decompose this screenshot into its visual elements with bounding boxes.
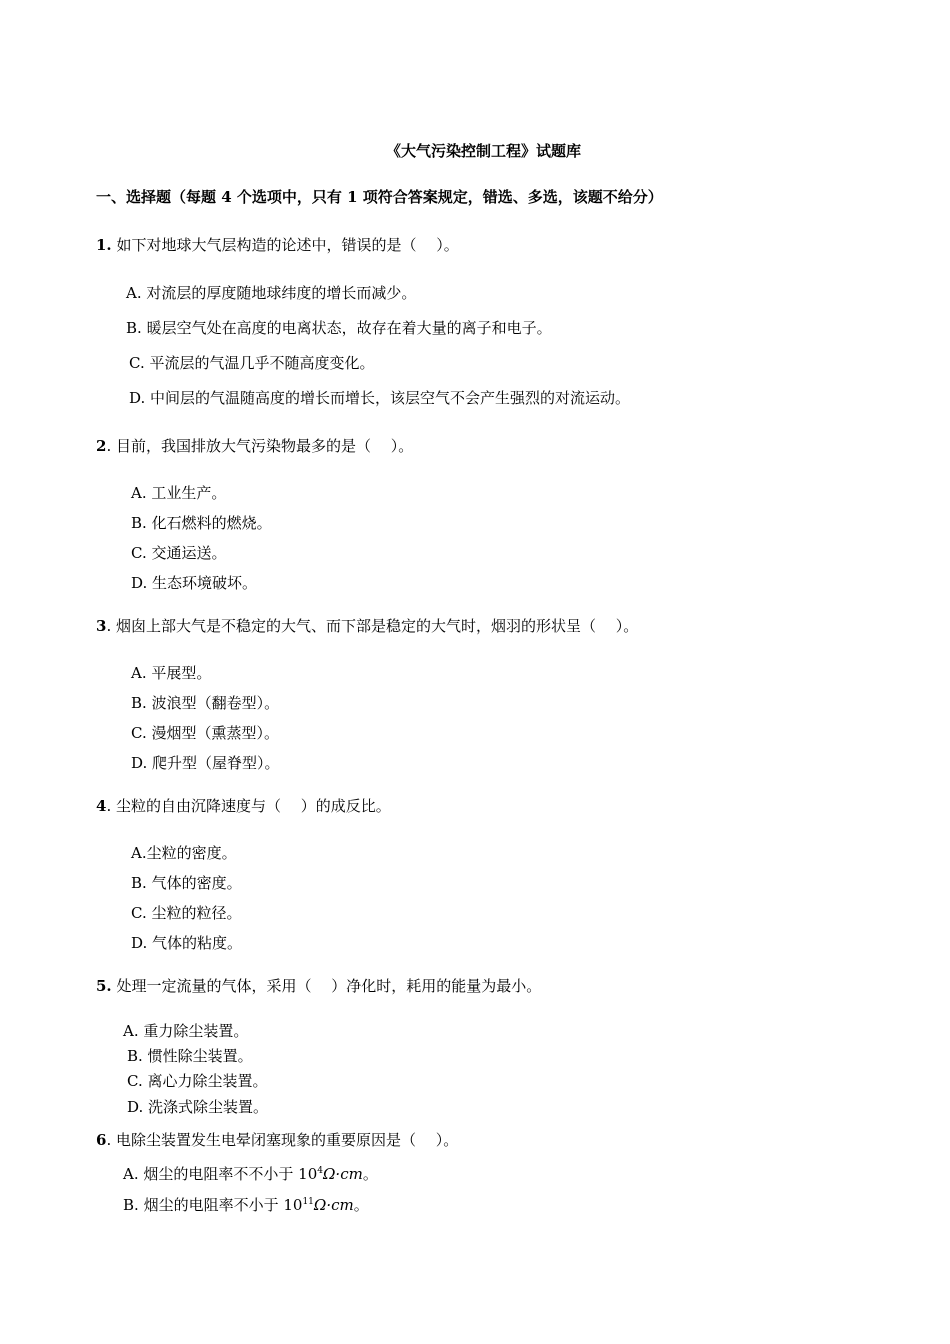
option-text: 爬升型（屋脊型）。 xyxy=(152,754,280,772)
option-label: A. xyxy=(131,664,147,682)
option-label: A. xyxy=(123,1022,139,1040)
exponent: 11 xyxy=(302,1197,314,1207)
option-text: 中间层的气温随高度的增长而增长，该层空气不会产生强烈的对流运动。 xyxy=(150,389,631,407)
option-c xyxy=(129,353,375,373)
option-text: 离心力除尘装置。 xyxy=(147,1072,268,1090)
option-label: C. xyxy=(127,1072,143,1090)
unit: Ω·cm xyxy=(313,1196,354,1214)
option-label: A. xyxy=(131,844,147,862)
exponent: 4 xyxy=(317,1166,323,1176)
option-d xyxy=(131,933,242,953)
option-label: B. xyxy=(126,319,142,337)
question-number: 6 xyxy=(96,1131,107,1149)
question-5 xyxy=(96,976,541,996)
question-text: 处理一定流量的气体，采用（ ）净化时，耗用的能量为最小。 xyxy=(111,977,542,995)
option-text: 惯性除尘装置。 xyxy=(147,1047,253,1065)
option-label: A. xyxy=(126,284,142,302)
option-a xyxy=(131,843,237,863)
option-text: 重力除尘装置。 xyxy=(143,1022,249,1040)
option-d xyxy=(127,1097,268,1117)
option-text: 气体的粘度。 xyxy=(152,934,243,952)
option-label: B. xyxy=(131,514,147,532)
option-text: 生态环境破坏。 xyxy=(152,574,258,592)
option-label: C. xyxy=(131,544,147,562)
option-label: D. xyxy=(131,754,148,772)
option-label: B. xyxy=(127,1047,143,1065)
option-d xyxy=(131,753,280,773)
option-text-end: 。 xyxy=(353,1196,369,1214)
option-a xyxy=(131,663,211,683)
question-6 xyxy=(96,1130,458,1150)
option-label: B. xyxy=(131,874,147,892)
option-text: 暖层空气处在高度的电离状态，故存在着大量的离子和电子。 xyxy=(146,319,552,337)
option-text: 交通运送。 xyxy=(151,544,227,562)
option-label: D. xyxy=(131,574,148,592)
question-text: . 电除尘装置发生电晕闭塞现象的重要原因是（ ）。 xyxy=(106,1131,459,1149)
option-b xyxy=(123,1195,369,1215)
option-label: B. xyxy=(123,1196,139,1214)
option-a xyxy=(123,1164,378,1184)
option-text: 尘粒的粒径。 xyxy=(151,904,242,922)
option-text: 烟尘的电阻率不不小于 10 xyxy=(143,1165,318,1183)
option-text: 烟尘的电阻率不小于 10 xyxy=(143,1196,303,1214)
option-c xyxy=(131,543,227,563)
option-c xyxy=(127,1071,268,1091)
option-label: D. xyxy=(127,1098,144,1116)
option-a xyxy=(123,1021,248,1041)
question-number: 1. xyxy=(96,236,112,254)
question-number: 4 xyxy=(96,797,107,815)
question-text: 如下对地球大气层构造的论述中，错误的是（ ）。 xyxy=(111,236,459,254)
option-a xyxy=(131,483,226,503)
question-text: . 烟囱上部大气是不稳定的大气、而下部是稳定的大气时，烟羽的形状呈（ ）。 xyxy=(106,617,639,635)
option-text: 漫烟型（熏蒸型）。 xyxy=(151,724,280,742)
option-text: 化石燃料的燃烧。 xyxy=(151,514,272,532)
unit: Ω·cm xyxy=(322,1165,363,1183)
option-text: 气体的密度。 xyxy=(151,874,242,892)
option-c xyxy=(131,903,242,923)
option-label: A. xyxy=(131,484,147,502)
question-text: . 目前，我国排放大气污染物最多的是（ ）。 xyxy=(106,437,414,455)
option-text: 工业生产。 xyxy=(151,484,227,502)
option-text: 对流层的厚度随地球纬度的增长而减少。 xyxy=(146,284,417,302)
option-text: 尘粒的密度。 xyxy=(146,844,237,862)
option-c xyxy=(131,723,279,743)
option-label: C. xyxy=(131,904,147,922)
question-1 xyxy=(96,235,459,255)
option-b xyxy=(131,693,279,713)
question-number: 3 xyxy=(96,617,107,635)
option-a xyxy=(126,283,416,303)
option-b xyxy=(131,873,242,893)
question-4 xyxy=(96,796,391,816)
section-heading: 一、选择题（每题 4 个选项中，只有 1 项符合答案规定，错选、多选，该题不给分） xyxy=(96,188,663,206)
question-number: 5. xyxy=(96,977,112,995)
option-b xyxy=(127,1046,253,1066)
option-b xyxy=(126,318,552,338)
document-title: 《大气污染控制工程》试题库 xyxy=(386,142,582,160)
option-label: D. xyxy=(131,934,148,952)
option-d xyxy=(129,388,630,408)
option-label: A. xyxy=(123,1165,139,1183)
question-number: 2 xyxy=(96,437,107,455)
option-b xyxy=(131,513,272,533)
question-3 xyxy=(96,616,638,636)
question-text: . 尘粒的自由沉降速度与（ ）的成反比。 xyxy=(106,797,391,815)
option-text: 波浪型（翻卷型）。 xyxy=(151,694,280,712)
option-d xyxy=(131,573,257,593)
option-text-end: 。 xyxy=(362,1165,378,1183)
option-text: 平流层的气温几乎不随高度变化。 xyxy=(149,354,375,372)
question-2 xyxy=(96,436,413,456)
option-label: C. xyxy=(129,354,145,372)
option-label: C. xyxy=(131,724,147,742)
option-text: 洗涤式除尘装置。 xyxy=(148,1098,269,1116)
option-label: D. xyxy=(129,389,146,407)
option-text: 平展型。 xyxy=(151,664,212,682)
option-label: B. xyxy=(131,694,147,712)
